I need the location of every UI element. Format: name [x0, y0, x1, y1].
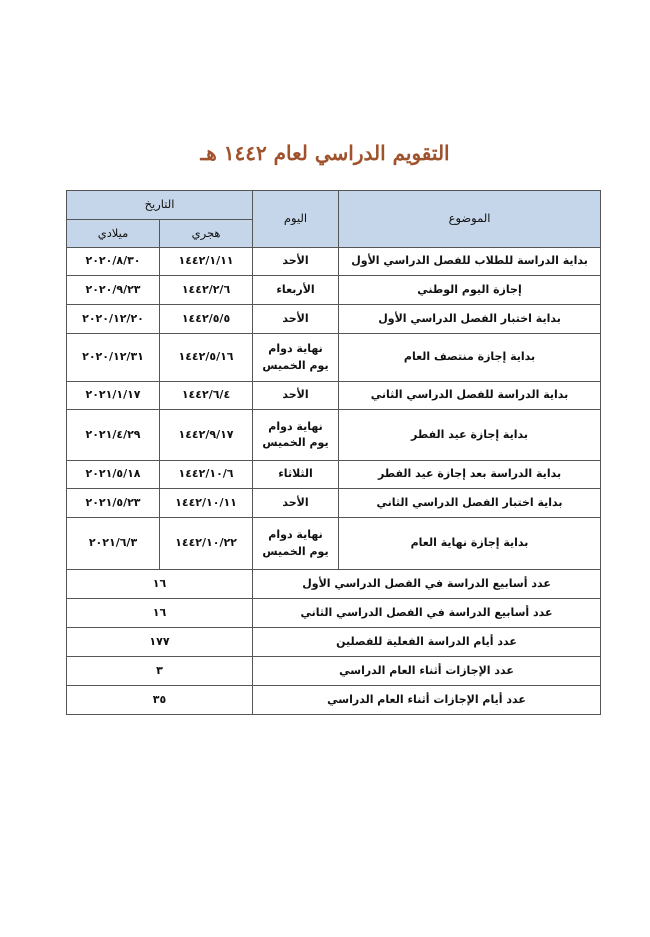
gregorian-header: ميلادي: [67, 220, 160, 248]
summary-label: عدد الإجازات أثناء العام الدراسي: [253, 657, 601, 686]
row-hijri-date: ١٤٤٢/٥/٥: [160, 305, 253, 334]
table-row: [67, 382, 601, 410]
hijri-header: هجري: [160, 220, 253, 248]
row-subject: بداية الدراسة للطلاب للفصل الدراسي الأول: [339, 248, 601, 276]
row-gregorian-date: ٢٠٢٠/٨/٣٠: [67, 248, 160, 276]
table-row: [67, 489, 601, 518]
summary-value: ١٦: [67, 599, 253, 628]
summary-label: عدد أسابيع الدراسة في الفصل الدراسي الثاني: [253, 599, 601, 628]
row-subject: بداية إجازة نهاية العام: [339, 518, 601, 570]
page-title: التقويم الدراسي لعام ١٤٤٢ هـ: [200, 141, 450, 165]
summary-value: ٣: [67, 657, 253, 686]
calendar-table: [66, 190, 601, 715]
row-day: الثلاثاء: [253, 461, 339, 489]
table-row: [67, 276, 601, 305]
row-gregorian-date: ٢٠٢١/٦/٣: [67, 518, 160, 570]
table-row: [67, 461, 601, 489]
row-day: الأحد: [253, 489, 339, 518]
summary-label: عدد أسابيع الدراسة في الفصل الدراسي الأول: [253, 570, 601, 599]
row-day: نهاية دوام يوم الخميس: [253, 518, 339, 570]
table-row: [67, 248, 601, 276]
summary-value: ١٦: [67, 570, 253, 599]
summary-label: عدد أيام الدراسة الفعلية للفصلين: [253, 628, 601, 657]
row-hijri-date: ١٤٤٢/٥/١٦: [160, 334, 253, 382]
row-gregorian-date: ٢٠٢١/١/١٧: [67, 382, 160, 410]
row-gregorian-date: ٢٠٢١/٥/٢٣: [67, 489, 160, 518]
row-hijri-date: ١٤٤٢/١/١١: [160, 248, 253, 276]
date-header: التاريخ: [67, 191, 253, 220]
row-day: الأحد: [253, 305, 339, 334]
row-hijri-date: ١٤٤٢/٦/٤: [160, 382, 253, 410]
row-subject: بداية الدراسة بعد إجازة عيد الفطر: [339, 461, 601, 489]
row-hijri-date: ١٤٤٢/١٠/١١: [160, 489, 253, 518]
row-day: الأربعاء: [253, 276, 339, 305]
row-day: الأحد: [253, 248, 339, 276]
row-day: الأحد: [253, 382, 339, 410]
summary-row: [67, 657, 601, 686]
summary-row: [67, 570, 601, 599]
row-subject: بداية الدراسة للفصل الدراسي الثاني: [339, 382, 601, 410]
day-header: اليوم: [253, 191, 339, 248]
subject-header: الموضوع: [339, 191, 601, 248]
row-hijri-date: ١٤٤٢/٢/٦: [160, 276, 253, 305]
table-row: [67, 410, 601, 461]
row-gregorian-date: ٢٠٢٠/١٢/٣١: [67, 334, 160, 382]
table-row: [67, 334, 601, 382]
row-subject: بداية اختبار الفصل الدراسي الثاني: [339, 489, 601, 518]
table-row: [67, 518, 601, 570]
summary-label: عدد أيام الإجازات أثناء العام الدراسي: [253, 686, 601, 715]
row-gregorian-date: ٢٠٢١/٤/٢٩: [67, 410, 160, 461]
row-hijri-date: ١٤٤٢/٩/١٧: [160, 410, 253, 461]
summary-row: [67, 628, 601, 657]
row-subject: إجازة اليوم الوطني: [339, 276, 601, 305]
row-day: نهاية دوام يوم الخميس: [253, 410, 339, 461]
summary-row: [67, 686, 601, 715]
row-hijri-date: ١٤٤٢/١٠/٢٢: [160, 518, 253, 570]
row-gregorian-date: ٢٠٢١/٥/١٨: [67, 461, 160, 489]
row-gregorian-date: ٢٠٢٠/١٢/٢٠: [67, 305, 160, 334]
row-gregorian-date: ٢٠٢٠/٩/٢٣: [67, 276, 160, 305]
row-hijri-date: ١٤٤٢/١٠/٦: [160, 461, 253, 489]
row-subject: بداية اختبار الفصل الدراسي الأول: [339, 305, 601, 334]
row-day: نهاية دوام يوم الخميس: [253, 334, 339, 382]
summary-value: ١٧٧: [67, 628, 253, 657]
summary-row: [67, 599, 601, 628]
row-subject: بداية إجازة منتصف العام: [339, 334, 601, 382]
row-subject: بداية إجازة عيد الفطر: [339, 410, 601, 461]
summary-value: ٣٥: [67, 686, 253, 715]
table-row: [67, 305, 601, 334]
